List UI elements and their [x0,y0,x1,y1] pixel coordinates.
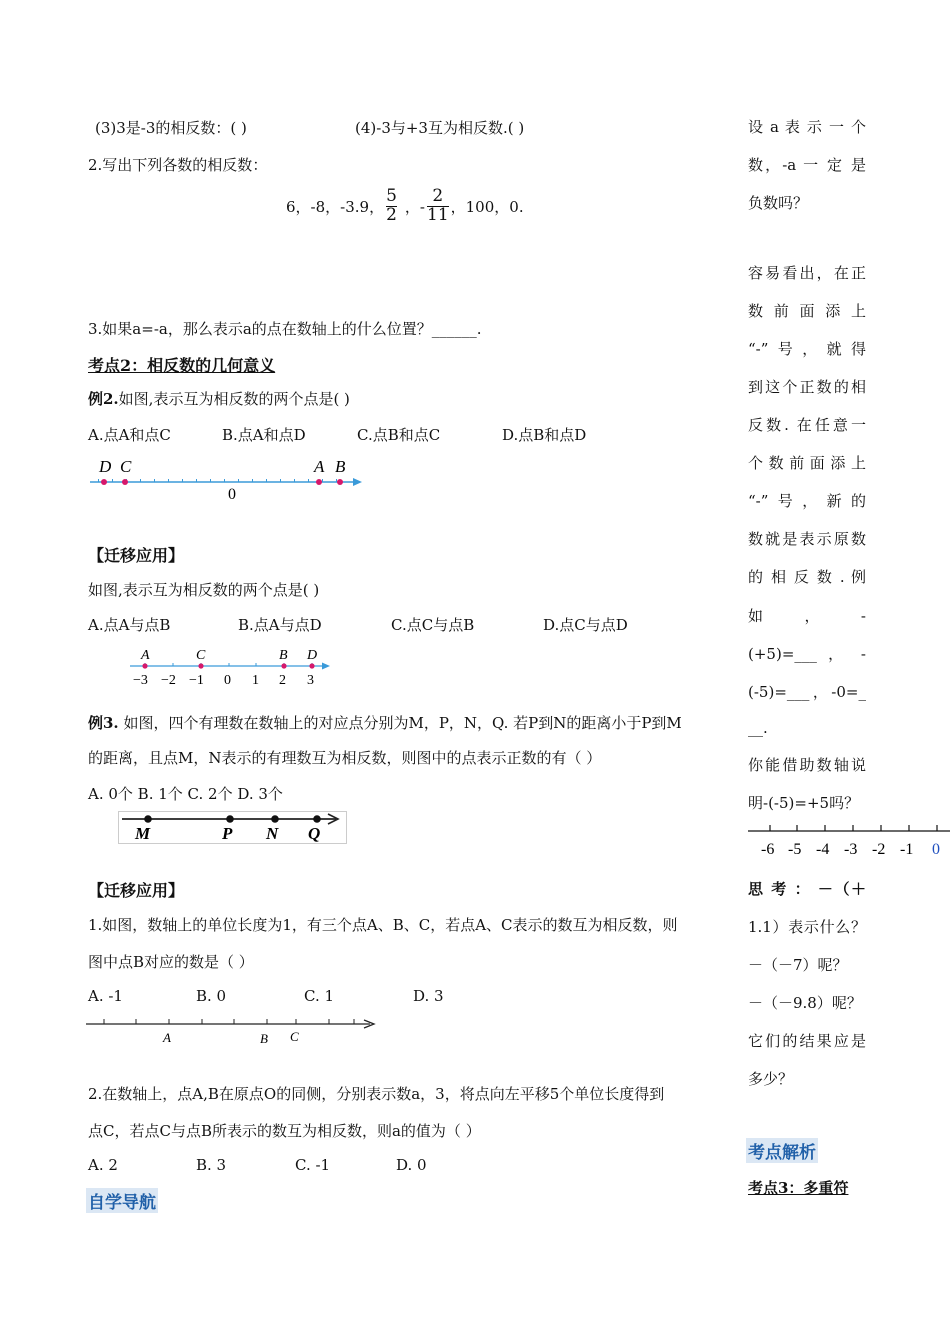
sidebar-line: 数就是表示原数 [748,530,866,548]
t2-q2-line2: 点C，若点C与点B所表示的数互为相反数，则a的值为（ ） [88,1122,481,1140]
tick-label: 3 [307,673,314,688]
sidebar-line: 到这个正数的相 [748,378,866,396]
section3-title: 考点3：多重符 [748,1179,849,1197]
example3-options: A. 0个 B. 1个 C. 2个 D. 3个 [88,785,283,803]
label-b: B [335,457,346,476]
transfer2-title: 【迁移应用】 [88,881,185,900]
transfer1-option-d: D.点C与点D [543,616,628,634]
ex2-option-a: A.点A和点C [88,426,171,444]
q2-separator: ，- [404,197,425,216]
analysis-heading: 考点解析 [746,1138,818,1163]
label-n: N [266,824,279,843]
label-c: C [196,648,206,663]
section2-title: 考点2：相反数的几何意义 [88,356,276,375]
point-a [142,663,147,668]
label-d: D [307,648,318,663]
tick-label: -1 [900,841,914,858]
tick-label: −3 [133,673,148,688]
t2-q2-option-c: C. -1 [295,1156,331,1174]
fraction-5-2: $\frac{5}{2}$ [386,186,397,225]
tick-label: 0 [224,673,231,688]
sidebar-think-line: 思 考 ： －（＋ [748,880,866,898]
t2-q2-line1: 2.在数轴上，点A,B在原点O的同侧，分别表示数a，3，将点向左平移5个单位长度得到 [88,1085,665,1103]
sidebar-line: 数 前 面 添 上 [748,302,866,320]
point-m [144,815,152,823]
transfer1-option-c: C.点C与点B [391,616,475,634]
sidebar-line: __. [748,719,768,737]
t2-q2-option-a: A. 2 [88,1156,118,1174]
t2-q1-option-a: A. -1 [88,987,123,1005]
tick-label: -6 [761,841,775,858]
example2-question: 例2.如图,表示互为相反数的两个点是( ) [88,390,350,408]
t2-q1-line2: 图中点B对应的数是（ ） [88,953,254,971]
sidebar-number-line [748,822,950,862]
label-m: M [135,824,151,843]
label-p: P [222,824,233,843]
label-zero: 0 [228,486,236,503]
transfer1-question: 如图,表示互为相反数的两个点是( ) [88,581,320,599]
example3-line1: 例3. 如图，四个有理数在数轴上的对应点分别为M，P，N，Q. 若P到N的距离小于P到M [88,714,682,732]
tick-label: -4 [816,841,830,858]
sidebar-line: 负数吗？ [748,194,809,212]
sidebar-line: 设 a 表 示 一 个 [748,118,866,136]
sidebar-line: “-”号，新的 [748,492,866,510]
sidebar-think-line: －（－7）呢？ [748,956,848,974]
sidebar-think-line: 它们的结果应是 [748,1032,866,1050]
q3-position-question: 3.如果a=-a，那么表示a的点在数轴上的什么位置？______. [88,320,482,338]
ex3-number-line [118,811,348,845]
sidebar-line: “-”号，就得 [748,340,866,358]
t2-q1-option-c: C. 1 [304,987,335,1005]
ex2-option-b: B.点A和点D [222,426,306,444]
t2-q1-line1: 1.如图，数轴上的单位长度为1，有三个点A、B、C，若点A、C表示的数互为相反数，则 [88,916,678,934]
tick-label: −1 [189,673,204,688]
ex2-number-line [88,455,368,503]
label-a: A [163,1030,171,1045]
q4-judgement: (4)-3与+3互为相反数.( ) [355,119,525,137]
sidebar-line: (-5)=___，-0=_ [748,683,866,701]
t2-q1-option-b: B. 0 [196,987,227,1005]
label-a: A [141,648,150,663]
ex2-option-c: C.点B和点C [357,426,441,444]
label-b: B [279,648,288,663]
tick-label: 1 [252,673,259,688]
sidebar-line: 容易看出，在正 [748,264,866,282]
transfer1-title: 【迁移应用】 [88,546,185,565]
transfer1-option-a: A.点A与点B [88,616,171,634]
sidebar-line: 个 数 前 面 添 上 [748,454,866,472]
point-n [271,815,279,823]
sidebar-think-line: 多少？ [748,1070,794,1088]
point-b [281,663,286,668]
ex2-option-d: D.点B和点D [502,426,587,444]
tick-label: -3 [844,841,858,858]
sidebar-think-line: －（－9.8）呢？ [748,994,862,1012]
tick-label: -2 [872,841,886,858]
point-q [313,815,321,823]
label-b: B [260,1031,268,1046]
q3-judgement: (3)3是-3的相反数：( ) [95,119,247,137]
point-d [309,663,314,668]
t2-q2-option-d: D. 0 [396,1156,427,1174]
point-c [198,663,203,668]
point-c [122,479,128,485]
q2-list-end: ，100，0. [450,197,524,216]
q2-number-list [286,188,524,225]
sidebar-line: 数，-a 一 定 是 [748,156,866,174]
t2-q1-option-d: D. 3 [413,987,444,1005]
tick-label: −2 [161,673,176,688]
sidebar-think-line: 1.1）表示什么？ [748,918,866,936]
t2-number-line [86,1014,382,1048]
q2-list-start: 6，-8，-3.9， [286,197,385,216]
point-a [316,479,322,485]
point-d [101,479,107,485]
label-q: Q [308,824,321,843]
nav-heading: 自学导航 [86,1188,158,1213]
label-c: C [120,457,132,476]
label-d: D [99,457,112,476]
tick-label: -5 [788,841,802,858]
label-c: C [290,1029,299,1044]
tick-label-zero: 0 [932,841,940,858]
point-p [226,815,234,823]
transfer1-option-b: B.点A与点D [238,616,322,634]
sidebar-line: 明-(-5)=+5吗？ [748,794,860,812]
tick-label: 2 [279,673,286,688]
point-b [337,479,343,485]
sidebar-line: 你能借助数轴说 [748,756,866,774]
sidebar-line: 如 ， - [748,607,866,625]
sidebar-line: 反数. 在任意一 [748,416,866,434]
example3-line2: 的距离，且点M，N表示的有理数互为相反数，则图中的点表示正数的有（ ） [88,749,602,767]
transfer1-number-line [128,645,338,689]
t2-q2-option-b: B. 3 [196,1156,227,1174]
sidebar-line: 的 相 反 数 . 例 [748,568,866,586]
label-a: A [314,457,325,476]
fraction-2-11: $\frac{2}{11}$ [427,186,449,225]
q2-title: 2.写出下列各数的相反数： [88,156,268,174]
sidebar-line: (+5)=___ ， - [748,645,866,663]
